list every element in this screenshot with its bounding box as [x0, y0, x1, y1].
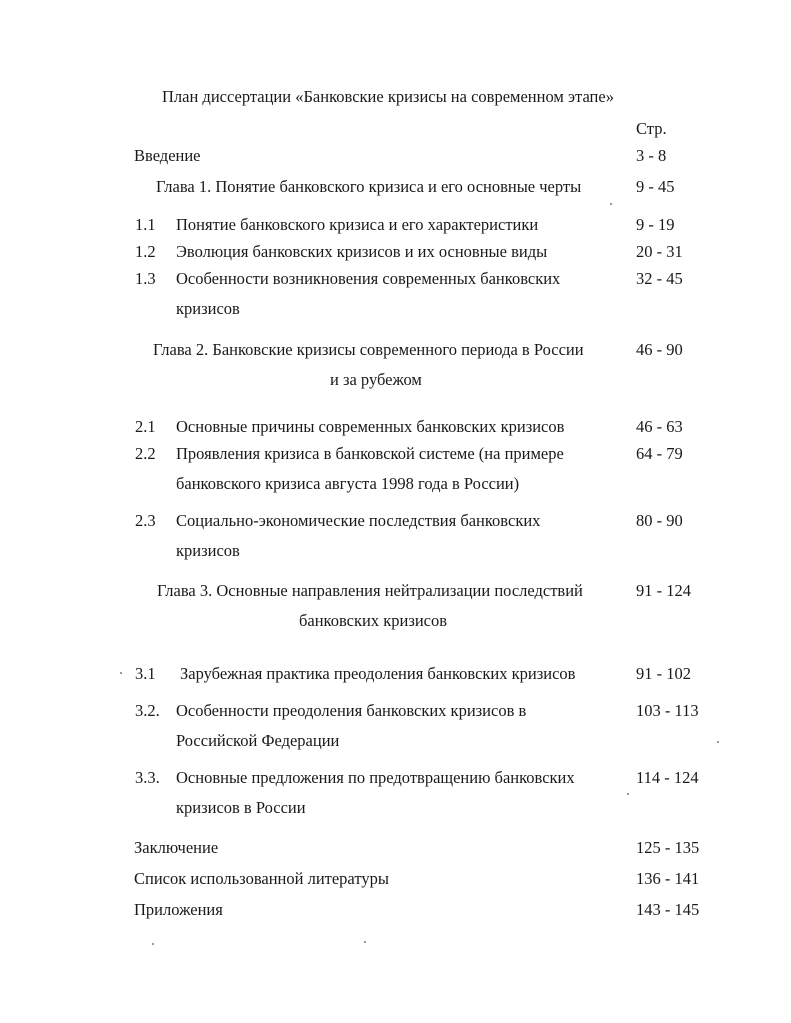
conclusion-label: Заключение [134, 838, 219, 857]
chapter-1-pages: 9 - 45 [636, 177, 675, 196]
section-pages: 32 - 45 [636, 269, 683, 288]
section-pages: 20 - 31 [636, 242, 683, 261]
scan-speck [627, 793, 629, 795]
section-pages: 114 - 124 [636, 768, 699, 787]
page-column-header: Стр. [636, 119, 667, 138]
section-pages: 91 - 102 [636, 664, 691, 683]
section-title-continued: Российской Федерации [176, 731, 340, 750]
document-title: План диссертации «Банковские кризисы на современном этапе» [162, 87, 614, 106]
section-pages: 64 - 79 [636, 444, 683, 463]
scan-speck [717, 741, 719, 743]
chapter-2-pages: 46 - 90 [636, 340, 683, 359]
chapter-3-title-continued: банковских кризисов [299, 611, 448, 630]
section-number: 3.2. [135, 701, 160, 720]
section-number: 1.1 [135, 215, 156, 234]
section-title: Особенности возникновения современных банковских [176, 269, 561, 288]
section-title: Проявления кризиса в банковской системе (на примере [176, 444, 564, 463]
section-number: 2.2 [135, 444, 156, 463]
section-number: 1.3 [135, 269, 156, 288]
section-title: Социально-экономические последствия банковских [176, 511, 541, 530]
chapter-3-title: Глава 3. Основные направления нейтрализации последствий [157, 581, 583, 600]
conclusion-pages: 125 - 135 [636, 838, 700, 857]
section-title-continued: банковского кризиса августа 1998 года в России) [176, 474, 520, 493]
section-pages: 9 - 19 [636, 215, 675, 234]
appendix-pages: 143 - 145 [636, 900, 700, 919]
section-title-continued: кризисов [176, 541, 240, 560]
section-pages: 46 - 63 [636, 417, 683, 436]
bibliography-label: Список использованной литературы [134, 869, 389, 888]
section-title: Особенности преодоления банковских кризисов в [176, 701, 527, 720]
bibliography-pages: 136 - 141 [636, 869, 700, 888]
intro-label: Введение [134, 146, 201, 165]
appendix-label: Приложения [134, 900, 223, 919]
scan-speck [120, 672, 122, 674]
scan-speck [152, 943, 154, 945]
chapter-2-title: Глава 2. Банковские кризисы современного периода в России [153, 340, 584, 359]
chapter-3-pages: 91 - 124 [636, 581, 691, 600]
scan-speck [364, 941, 366, 943]
chapter-2-title-continued: и за рубежом [330, 370, 422, 389]
section-title: Основные причины современных банковских кризисов [176, 417, 565, 436]
section-number: 3.1 [135, 664, 156, 683]
section-title: Основные предложения по предотвращению банковских [176, 768, 575, 787]
section-title-continued: кризисов в России [176, 798, 306, 817]
section-title: Эволюция банковских кризисов и их основные виды [176, 242, 548, 261]
section-pages: 103 - 113 [636, 701, 699, 720]
section-pages: 80 - 90 [636, 511, 683, 530]
section-number: 1.2 [135, 242, 156, 261]
intro-pages: 3 - 8 [636, 146, 667, 165]
section-number: 2.3 [135, 511, 156, 530]
scan-speck [610, 203, 612, 205]
section-number: 2.1 [135, 417, 156, 436]
chapter-1-title: Глава 1. Понятие банковского кризиса и его основные черты [156, 177, 582, 196]
section-title: Зарубежная практика преодоления банковских кризисов [180, 664, 576, 683]
section-title: Понятие банковского кризиса и его характеристики [176, 215, 539, 234]
section-title-continued: кризисов [176, 299, 240, 318]
section-number: 3.3. [135, 768, 160, 787]
